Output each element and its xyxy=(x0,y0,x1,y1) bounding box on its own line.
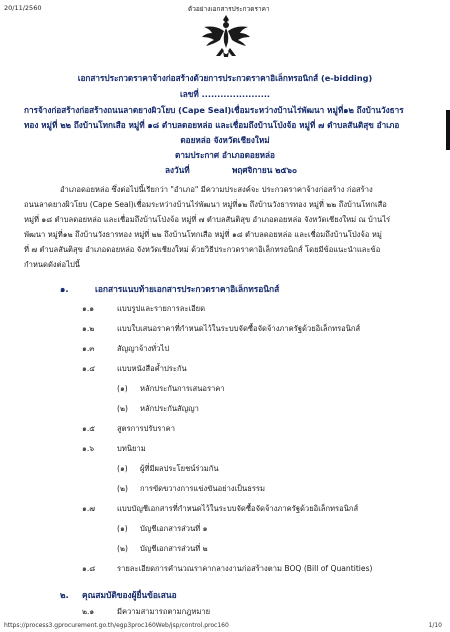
item-number: ๑.๓ xyxy=(82,344,95,353)
item-text: สูตรการปรับราคา xyxy=(117,424,175,433)
subitem-number: (๑) xyxy=(117,384,128,393)
print-date: 20/11/2560 xyxy=(4,4,42,12)
item-text: มีความสามารถตามกฎหมาย xyxy=(117,607,211,616)
garuda-emblem-icon xyxy=(200,13,252,61)
scan-edge-mark xyxy=(446,110,450,150)
item-number: ๑.๑ xyxy=(82,304,95,313)
footer-url: https://process3.gprocurement.go.th/egp3proc160Web/jsp/control.proc160 xyxy=(4,622,229,629)
item-number: ๒.๑ xyxy=(82,607,95,616)
subitem-text: บัญชีเอกสารส่วนที่ ๒ xyxy=(140,544,208,553)
item-number: ๑.๖ xyxy=(82,444,95,453)
project-line-2: ทอง หมู่ที่ ๒๒ ถึงบ้านโทกเสือ หมู่ที่ ๑๘ ตำบลดอยหล่อ และเชื่อมถึงบ้านโป่งจ้อ หมู่ที่ ๗ ตำบลสันติสุข อำเภอ xyxy=(24,120,400,130)
item-text: บทนิยาม xyxy=(117,444,146,453)
item-text: รายละเอียดการคำนวณราคากลางงานก่อสร้างตาม BOQ (Bill of Quantities) xyxy=(117,564,373,573)
item-text: แบบหนังสือค้ำประกัน xyxy=(117,364,187,373)
item-text: แบบบัญชีเอกสารที่กำหนดไว้ในระบบจัดซื้อจัดจ้างภาครัฐด้วยอิเล็กทรอนิกส์ xyxy=(117,504,359,513)
subitem-number: (๑) xyxy=(117,524,128,533)
project-line-3: ดอยหล่อ จังหวัดเชียงใหม่ xyxy=(180,135,270,145)
item-text: แบบใบเสนอราคาที่กำหนดไว้ในระบบจัดซื้อจัดจ้างภาครัฐด้วยอิเล็กทรอนิกส์ xyxy=(117,324,361,333)
intro-line: ถนนลาดยางผิวโยบ (Cape Seal)เชื่อมระหว่างบ้านไร่พัฒนา หมู่ที่๑๒ ถึงบ้านวังธารทอง หมู่ที่ ๒๒ ถึงบ้านโทกเสือ xyxy=(24,200,387,209)
section-1-number: ๑. xyxy=(60,284,69,294)
subitem-number: (๒) xyxy=(117,404,128,413)
date-label: ลงวันที่ xyxy=(165,165,190,175)
subitem-number: (๑) xyxy=(117,464,128,473)
intro-line: ที่ ๗ ตำบลสันติสุข อำเภอดอยหล่อ จังหวัดเชียงใหม่ ด้วยวิธีประกวดราคาอิเล็กทรอนิกส์ โดยมีข้อแนะนำและข้อ xyxy=(24,245,381,254)
intro-line: พัฒนา หมู่ที่๑๒ ถึงบ้านวังธารทอง หมู่ที่ ๒๒ ถึงบ้านโทกเสือ หมู่ที่ ๑๘ ตำบลดอยหล่อ และเชื่อมถึงบ้านโป่งจ้อ หมู่ xyxy=(24,230,382,239)
intro-line: กำหนดดังต่อไปนี้ xyxy=(24,260,80,269)
subitem-text: บัญชีเอกสารส่วนที่ ๑ xyxy=(140,524,208,533)
item-number: ๑.๗ xyxy=(82,504,95,513)
item-text: สัญญาจ้างทั่วไป xyxy=(117,344,170,353)
document-title: เอกสารประกวดราคาจ้างก่อสร้างด้วยการประกวดราคาอิเล็กทรอนิกส์ (e-bidding) xyxy=(77,73,373,83)
project-line-1: การจ้างก่อสร้างก่อสร้างถนนลาดยางผิวโยบ (Cape Seal)เชื่อมระหว่างบ้านไร่พัฒนา หมู่ที่๑๒ ถึงบ้านวังธาร xyxy=(24,105,404,115)
page-number: 1/10 xyxy=(428,622,442,629)
item-text: แบบรูปและรายการละเอียด xyxy=(117,304,206,313)
subitem-text: การขัดขวางการแข่งขันอย่างเป็นธรรม xyxy=(140,484,265,493)
subitem-text: หลักประกันการเสนอราคา xyxy=(140,384,225,393)
intro-line: อำเภอดอยหล่อ ซึ่งต่อไปนี้เรียกว่า "อำเภอ" มีความประสงค์จะ ประกวดราคาจ้างก่อสร้าง ก่อสร้าง xyxy=(60,185,373,194)
item-number: ๑.๕ xyxy=(82,424,95,433)
document-number: เลขที่ ...................... xyxy=(179,89,271,99)
item-number: ๑.๔ xyxy=(82,364,95,373)
draft-label: ตัวอย่างเอกสารประกวดราคา xyxy=(188,5,270,13)
subitem-number: (๒) xyxy=(117,544,128,553)
item-number: ๑.๒ xyxy=(82,324,95,333)
section-2-number: ๒. xyxy=(60,590,69,600)
section-2-title: คุณสมบัติของผู้ยื่นข้อเสนอ xyxy=(82,590,177,600)
subitem-text: ผู้ที่มีผลประโยชน์ร่วมกัน xyxy=(140,464,219,473)
item-number: ๑.๘ xyxy=(82,564,96,573)
subitem-number: (๒) xyxy=(117,484,128,493)
date-value: พฤศจิกายน ๒๕๖๐ xyxy=(232,165,297,175)
intro-line: หมู่ที่ ๑๘ ตำบลดอยหล่อ และเชื่อมถึงบ้านโป่งจ้อ หมู่ที่ ๗ ตำบลสันติสุข อำเภอดอยหล่อ จังหวัดเชียงใหม่ ณ บ้านไร่ xyxy=(24,215,391,224)
announcement-label: ตามประกาศ อำเภอดอยหล่อ xyxy=(175,150,275,160)
subitem-text: หลักประกันสัญญา xyxy=(140,404,199,413)
section-1-title: เอกสารแนบท้ายเอกสารประกวดราคาอิเล็กทรอนิกส์ xyxy=(95,284,280,294)
